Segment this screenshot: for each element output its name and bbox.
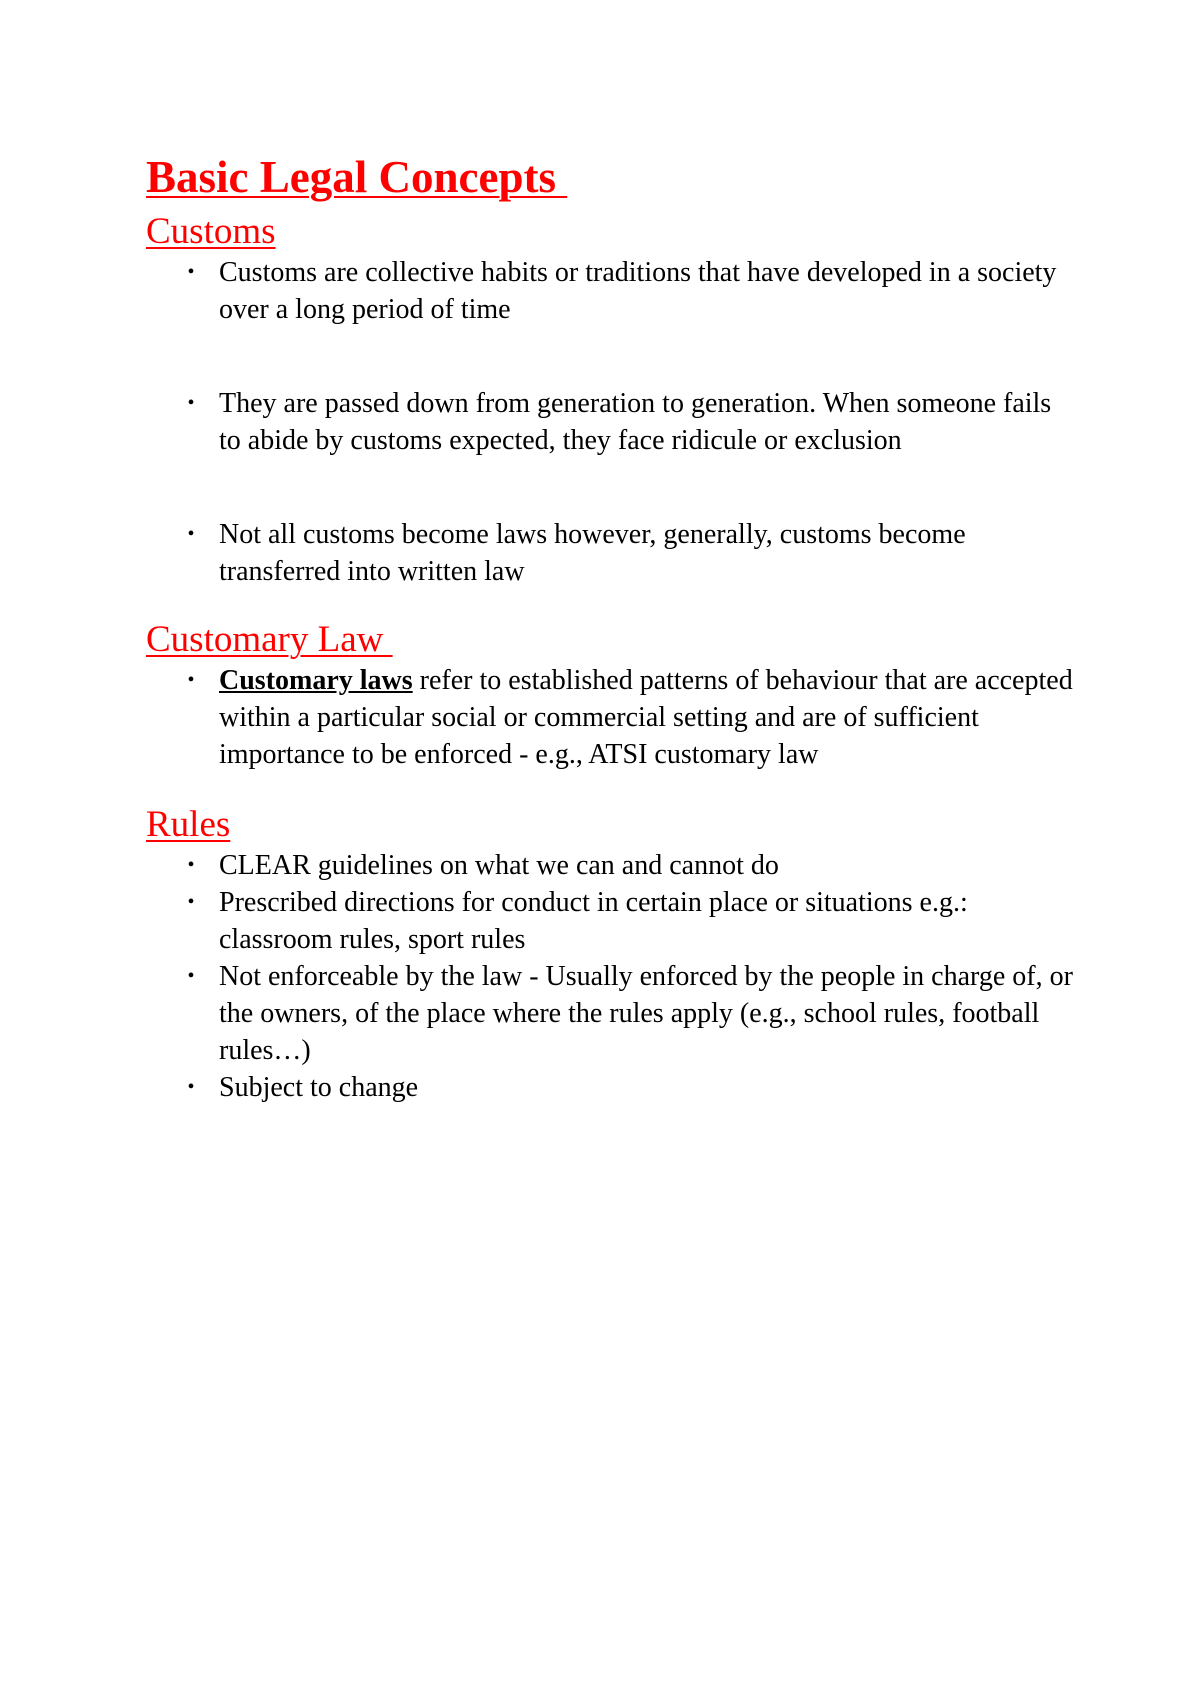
customs-list xyxy=(146,254,1076,590)
list-item-text: CLEAR guidelines on what we can and cannot do xyxy=(219,850,779,881)
bullet-icon: • xyxy=(187,891,195,913)
bullet-icon: • xyxy=(187,261,195,283)
bullet-icon: • xyxy=(187,965,195,987)
list-item-text: refer to established patterns of behaviour that are accepted within a particular social or commercial setting and are of sufficient importance to be enforced - e.g., ATSI customary law xyxy=(219,665,1073,770)
list-item-text: Subject to change xyxy=(219,1072,419,1103)
document-title: Basic Legal Concepts xyxy=(146,152,568,202)
rules-list xyxy=(146,847,1076,1106)
customs-section xyxy=(146,210,1076,590)
list-item-text: Prescribed directions for conduct in certain place or situations e.g.: classroom rules, sport rules xyxy=(219,887,968,955)
document-page xyxy=(146,150,1076,1106)
list-item-text: Not enforceable by the law - Usually enforced by the people in charge of, or the owners, of the place where the rules apply (e.g., school rules, football rules…) xyxy=(219,961,1073,1066)
bullet-icon: • xyxy=(187,854,195,876)
customary-law-section xyxy=(146,618,1076,773)
rules-section xyxy=(146,803,1076,1106)
customary-law-heading: Customary Law xyxy=(146,619,393,660)
bullet-icon: • xyxy=(187,1076,195,1098)
list-item xyxy=(146,662,1076,773)
keyword-term: Customary laws xyxy=(219,665,413,696)
list-item xyxy=(146,958,1076,1069)
rules-heading: Rules xyxy=(146,804,231,845)
bullet-icon: • xyxy=(187,669,195,691)
list-item-text: Not all customs become laws however, generally, customs become transferred into written law xyxy=(219,519,966,587)
bullet-icon: • xyxy=(187,523,195,545)
list-item xyxy=(146,254,1076,328)
list-item xyxy=(146,1069,1076,1106)
customary-law-list xyxy=(146,662,1076,773)
list-item xyxy=(146,516,1076,590)
list-item-text: Customs are collective habits or traditions that have developed in a society over a long period of time xyxy=(219,257,1057,325)
list-item xyxy=(146,884,1076,958)
list-item xyxy=(146,385,1076,459)
list-item-text: They are passed down from generation to generation. When someone fails to abide by customs expected, they face ridicule or exclusion xyxy=(219,388,1052,456)
bullet-icon: • xyxy=(187,392,195,414)
customs-heading: Customs xyxy=(146,211,276,252)
list-item xyxy=(146,847,1076,884)
